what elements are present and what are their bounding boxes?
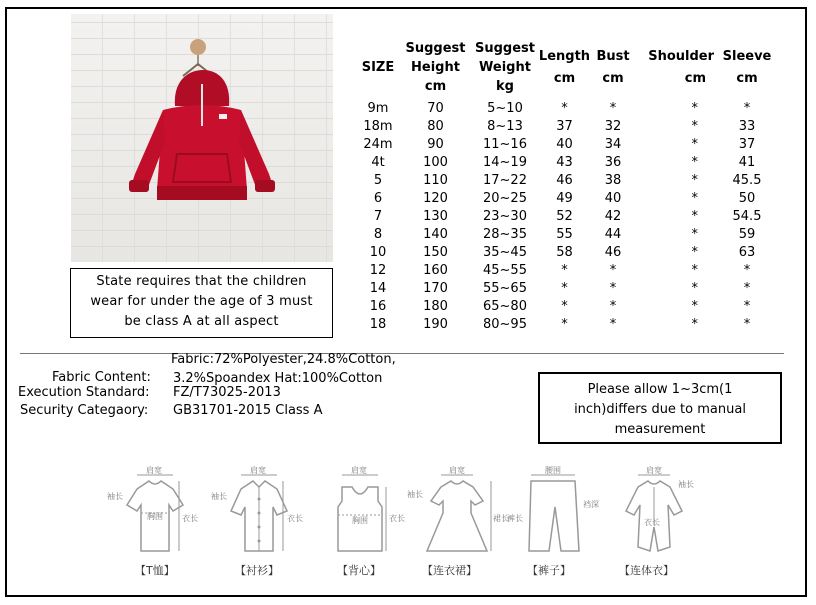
cell-length: 55	[556, 226, 573, 242]
cell-size: 12	[369, 262, 387, 278]
cell-weight: 45~55	[483, 262, 527, 278]
cell-size: 10	[369, 244, 387, 260]
cell-sleeve: 41	[738, 154, 756, 170]
cell-shoulder: *	[691, 244, 698, 260]
cell-size: 24m	[363, 136, 393, 152]
execution-standard-value: FZ/T73025-2013	[173, 385, 281, 400]
caption-pants: 【裤子】	[527, 564, 571, 577]
cell-bust: *	[609, 298, 617, 314]
size-row	[358, 279, 776, 297]
vest-chest-label: 胸围	[352, 516, 368, 525]
cell-sleeve: 45.5	[732, 172, 762, 188]
cell-weight: 80~95	[483, 316, 527, 332]
cell-weight: 14~19	[483, 154, 527, 170]
vest-diagram-icon	[312, 467, 408, 559]
size-row	[358, 225, 776, 243]
size-row	[358, 99, 776, 117]
vest-shoulder-label: 肩宽	[351, 466, 367, 475]
cell-weight: 65~80	[483, 298, 527, 314]
cell-length: *	[561, 316, 568, 332]
cell-length: *	[561, 100, 568, 116]
cell-length: 37	[556, 118, 573, 134]
cell-sleeve: *	[743, 280, 751, 296]
cell-bust: 44	[604, 226, 622, 242]
cell-shoulder: *	[691, 208, 698, 224]
section-divider	[20, 353, 784, 354]
size-row	[358, 117, 776, 135]
caption-tshirt: 【T恤】	[135, 564, 175, 577]
notice-line-1: State requires that the children	[96, 274, 307, 289]
cell-shoulder: *	[691, 100, 698, 116]
shirt-diagram-icon	[207, 467, 307, 559]
cell-sleeve: *	[743, 262, 751, 278]
vest-length-label: 衣长	[389, 514, 405, 523]
size-row	[358, 207, 776, 225]
cell-height: 120	[423, 190, 448, 206]
fabric-content-label: Fabric Content:	[52, 370, 151, 385]
red-hoodie-image	[71, 14, 333, 262]
cell-sleeve: 63	[738, 244, 756, 260]
cell-bust: *	[609, 100, 617, 116]
cell-height: 180	[423, 298, 448, 314]
header-length: Length cm	[538, 49, 591, 86]
tshirt-diagram-icon	[107, 467, 203, 559]
size-table	[358, 37, 776, 333]
cell-length: 52	[556, 208, 573, 224]
cell-shoulder: *	[691, 316, 698, 332]
cell-size: 5	[373, 172, 383, 188]
cell-length: *	[561, 298, 568, 314]
cell-bust: 46	[604, 244, 622, 260]
fabric-value-line-2: 3.2%Spoandex Hat:100%Cotton	[173, 371, 383, 386]
size-row	[358, 261, 776, 279]
cell-height: 160	[423, 262, 448, 278]
header-sleeve: Sleeve cm	[722, 49, 772, 86]
header-bust: Bust cm	[596, 49, 630, 86]
cell-height: 110	[423, 172, 448, 188]
size-row	[358, 243, 776, 261]
pants-waist-label: 腰围	[545, 466, 561, 475]
cell-length: 49	[556, 190, 573, 206]
size-table-body	[358, 99, 776, 333]
cell-weight: 23~30	[483, 208, 527, 224]
cell-weight: 28~35	[483, 226, 527, 242]
cell-shoulder: *	[691, 172, 698, 188]
romper-sleeve-label: 袖长	[678, 480, 694, 489]
header-height: Suggest Height cm	[405, 41, 466, 94]
cell-size: 6	[373, 190, 383, 206]
cell-sleeve: 50	[738, 190, 756, 206]
caption-shirt: 【衬衫】	[235, 564, 279, 577]
cell-bust: 34	[604, 136, 622, 152]
caption-dress: 【连衣裙】	[422, 564, 477, 577]
shirt-length-label: 衣长	[287, 514, 303, 523]
cell-shoulder: *	[691, 262, 698, 278]
size-row	[358, 171, 776, 189]
size-row	[358, 297, 776, 315]
cell-weight: 20~25	[483, 190, 527, 206]
cell-shoulder: *	[691, 280, 698, 296]
cell-length: *	[561, 280, 568, 296]
cell-height: 100	[423, 154, 448, 170]
romper-diagram-icon	[602, 467, 702, 559]
notice-line-2: wear for under the age of 3 must	[90, 294, 313, 309]
size-row	[358, 315, 776, 333]
caption-romper: 【连体衣】	[619, 564, 674, 577]
cell-sleeve: *	[743, 316, 751, 332]
size-row	[358, 189, 776, 207]
cell-bust: *	[609, 280, 617, 296]
cell-length: 40	[556, 136, 573, 152]
header-shoulder: Shoulder cm	[648, 49, 714, 86]
cell-bust: *	[609, 262, 617, 278]
security-category-label: Security Categaory:	[20, 403, 149, 418]
header-weight: Suggest Weight kg	[475, 41, 535, 94]
notice-line-3: be class A at all aspect	[124, 314, 279, 329]
cell-height: 130	[423, 208, 448, 224]
measurement-diagrams	[107, 467, 707, 587]
size-row	[358, 135, 776, 153]
cell-bust: *	[609, 316, 617, 332]
cell-weight: 17~22	[483, 172, 527, 188]
cell-size: 9m	[367, 100, 389, 116]
size-row	[358, 153, 776, 171]
cell-length: 46	[556, 172, 573, 188]
product-photo	[71, 14, 333, 262]
cell-sleeve: 37	[738, 136, 756, 152]
execution-standard-label: Execution Standard:	[18, 385, 150, 400]
cell-shoulder: *	[691, 118, 698, 134]
cell-bust: 32	[604, 118, 622, 134]
cell-height: 90	[427, 136, 444, 152]
cell-bust: 36	[604, 154, 622, 170]
cell-shoulder: *	[691, 298, 698, 314]
measurement-tolerance-note	[538, 372, 782, 444]
romper-shoulder-label: 肩宽	[646, 466, 662, 475]
tshirt-sleeve-label: 袖长	[107, 492, 123, 501]
cell-size: 16	[369, 298, 387, 314]
cell-weight: 11~16	[483, 136, 527, 152]
dress-sleeve-label: 袖长	[407, 490, 423, 499]
cell-size: 4t	[371, 154, 385, 170]
cell-bust: 40	[604, 190, 622, 206]
pants-length-label: 裤长	[507, 514, 523, 523]
cell-shoulder: *	[691, 154, 698, 170]
tshirt-shoulder-label: 肩宽	[146, 466, 162, 475]
caption-vest: 【背心】	[337, 564, 381, 577]
cell-length: 43	[556, 154, 573, 170]
cell-height: 140	[423, 226, 448, 242]
cell-weight: 55~65	[483, 280, 527, 296]
tshirt-chest-label: 胸围	[147, 512, 163, 521]
cell-sleeve: 59	[738, 226, 756, 242]
cell-size: 18	[369, 316, 387, 332]
cell-weight: 35~45	[483, 244, 527, 260]
cell-sleeve: *	[743, 100, 751, 116]
cell-weight: 8~13	[487, 118, 523, 134]
tolerance-line-3: measurement	[614, 422, 706, 437]
tolerance-line-2: inch)differs due to manual	[574, 402, 746, 417]
tolerance-line-1: Please allow 1~3cm(1	[587, 382, 733, 397]
cell-bust: 42	[604, 208, 622, 224]
cell-height: 80	[427, 118, 444, 134]
cell-sleeve: *	[743, 298, 751, 314]
child-safety-notice	[70, 268, 333, 338]
pants-crotch-label: 裆深	[583, 500, 599, 509]
size-chart-frame	[5, 7, 807, 597]
dress-shoulder-label: 肩宽	[449, 466, 465, 475]
cell-size: 8	[373, 226, 383, 242]
security-category-value: GB31701-2015 Class A	[173, 403, 323, 418]
tshirt-length-label: 衣长	[182, 514, 198, 523]
cell-length: *	[561, 262, 568, 278]
cell-shoulder: *	[691, 136, 698, 152]
cell-sleeve: 33	[738, 118, 756, 134]
cell-weight: 5~10	[487, 100, 523, 116]
cell-size: 14	[369, 280, 387, 296]
cell-size: 7	[373, 208, 383, 224]
cell-height: 170	[423, 280, 448, 296]
header-size: SIZE	[361, 60, 395, 75]
shirt-sleeve-label: 袖长	[211, 492, 227, 501]
cell-size: 18m	[363, 118, 393, 134]
cell-height: 70	[427, 100, 444, 116]
cell-height: 150	[423, 244, 448, 260]
cell-bust: 38	[604, 172, 622, 188]
cell-shoulder: *	[691, 190, 698, 206]
cell-length: 58	[556, 244, 573, 260]
shirt-shoulder-label: 肩宽	[250, 466, 266, 475]
cell-height: 190	[423, 316, 448, 332]
fabric-value-line-1: Fabric:72%Polyester,24.8%Cotton,	[171, 352, 396, 367]
romper-length-label: 衣长	[644, 518, 660, 527]
dress-length-label: 裙长	[493, 514, 509, 523]
cell-shoulder: *	[691, 226, 698, 242]
pants-diagram-icon	[507, 467, 603, 559]
dress-diagram-icon	[407, 466, 509, 559]
cell-sleeve: 54.5	[732, 208, 762, 224]
